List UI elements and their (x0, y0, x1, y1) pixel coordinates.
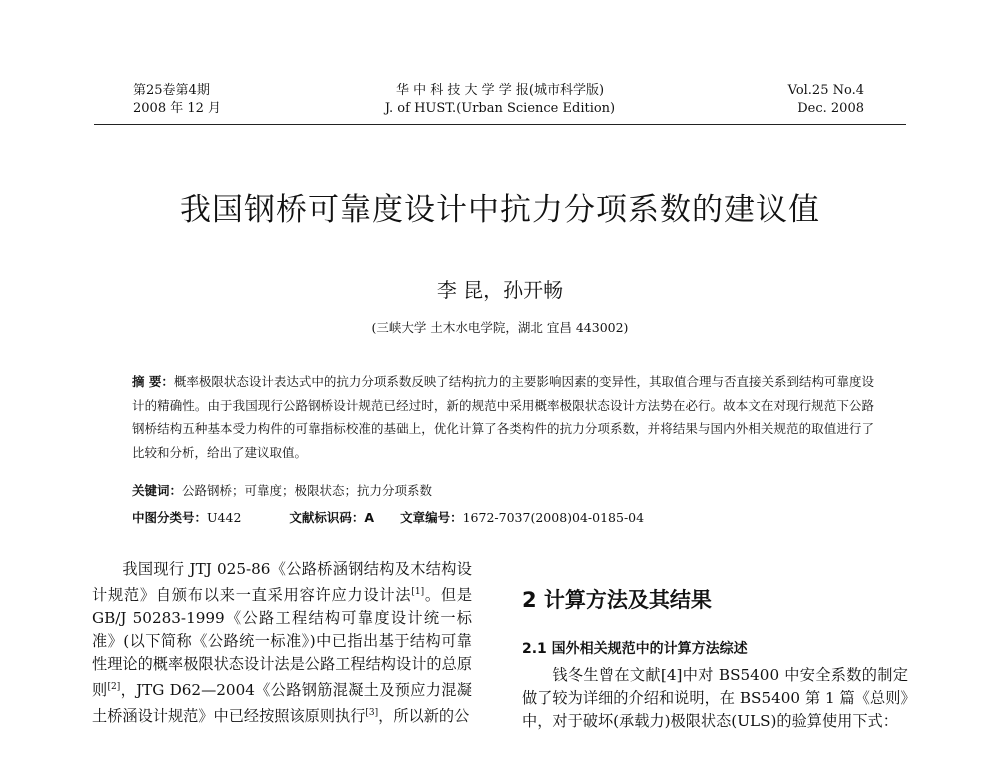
keywords-text: 公路钢桥；可靠度；极限状态；抗力分项系数 (182, 483, 433, 498)
body-text: 我国现行 JTJ 025-86《公路桥涵钢结构及木结构设计规范》自颁布以来一直采用容许应力设计法 (92, 560, 472, 605)
paper-title: 我国钢桥可靠度设计中抗力分项系数的建议值 (180, 192, 820, 228)
body-text: ，所以新的公 (378, 707, 470, 726)
body-text: 。但是 GB/J 50283-1999《公路工程结构可靠度设计统一标准》(以下简称《公路统一标准》)中已指出基于结构可靠性理论的概率极限状态设计法是公路工程结构设计的总原则 (92, 586, 473, 700)
subsection-heading: 2.1 国外相关规范中的计算方法综述 (522, 641, 748, 657)
body-text: ，JTG D62—2004《公路钢筋混凝土及预应力混凝土桥涵设计规范》中已经按照该原则执行 (92, 681, 472, 726)
body-paragraph: 钱冬生曾在文献[4]中对 BS5400 中安全系数的制定做了较为详细的介绍和说明，在 BS5400 第 1 篇《总则》中，对于破坏(承载力)极限状态(ULS)的验算使用下式： (522, 666, 908, 730)
issue-date: 2008 年 12 月 (133, 101, 222, 116)
article-number-value: 1672-7037(2008)04-0185-04 (462, 510, 645, 525)
header-rule (94, 124, 906, 125)
abstract-text: 概率极限状态设计表达式中的抗力分项系数反映了结构抗力的主要影响因素的变异性，其取值合理与否直接关系到结构可靠度设计的精确性。由于我国现行公路钢桥设计规范已经过时，新的规范中采用概率极限状态设计方法势在必行。故本文在对现行规范下公路钢桥结构五种基本受力构件的可靠指标校准的基础上，优化计算了各类构件的抗力分项系数，并将结果与国内外相关规范的取值进行了比较和分析，给出了建议取值。 (132, 374, 874, 460)
document-code (289, 510, 374, 525)
abstract-label: 摘 要： (132, 374, 174, 389)
abstract (132, 370, 874, 464)
article-number-label: 文章编号： (400, 510, 463, 525)
classification-line (132, 508, 688, 526)
clc-label: 中图分类号： (132, 510, 208, 525)
journal-name (300, 82, 700, 118)
doc-code-value: A (364, 510, 375, 525)
keywords (132, 481, 432, 499)
citation: [1] (411, 587, 425, 597)
right-column (522, 664, 908, 733)
journal-name-english: J. of HUST.(Urban Science Edition) (384, 101, 616, 116)
clc-value: U442 (207, 510, 242, 525)
body-paragraph (92, 558, 472, 728)
left-column (92, 558, 472, 728)
volume-date: Dec. 2008 (797, 101, 864, 116)
journal-volume-info (788, 82, 864, 118)
article-number (400, 510, 666, 525)
citation: [3] (365, 708, 379, 719)
volume-issue: 第25卷第4期 (133, 83, 210, 98)
doc-code-label: 文献标识码： (289, 510, 365, 525)
journal-name-chinese: 华 中 科 技 大 学 学 报(城市科学版) (395, 83, 605, 98)
keywords-label: 关键词： (132, 483, 183, 498)
volume-number: Vol.25 No.4 (787, 83, 864, 98)
clc-number (132, 510, 263, 525)
journal-issue-info (133, 82, 221, 118)
author-affiliation: (三峡大学 土木水电学院，湖北 宜昌 443002) (371, 320, 629, 335)
citation: [2] (107, 682, 121, 693)
section-heading: 2 计算方法及其结果 (522, 588, 712, 612)
paper-authors: 李 昆，孙开畅 (436, 278, 564, 302)
